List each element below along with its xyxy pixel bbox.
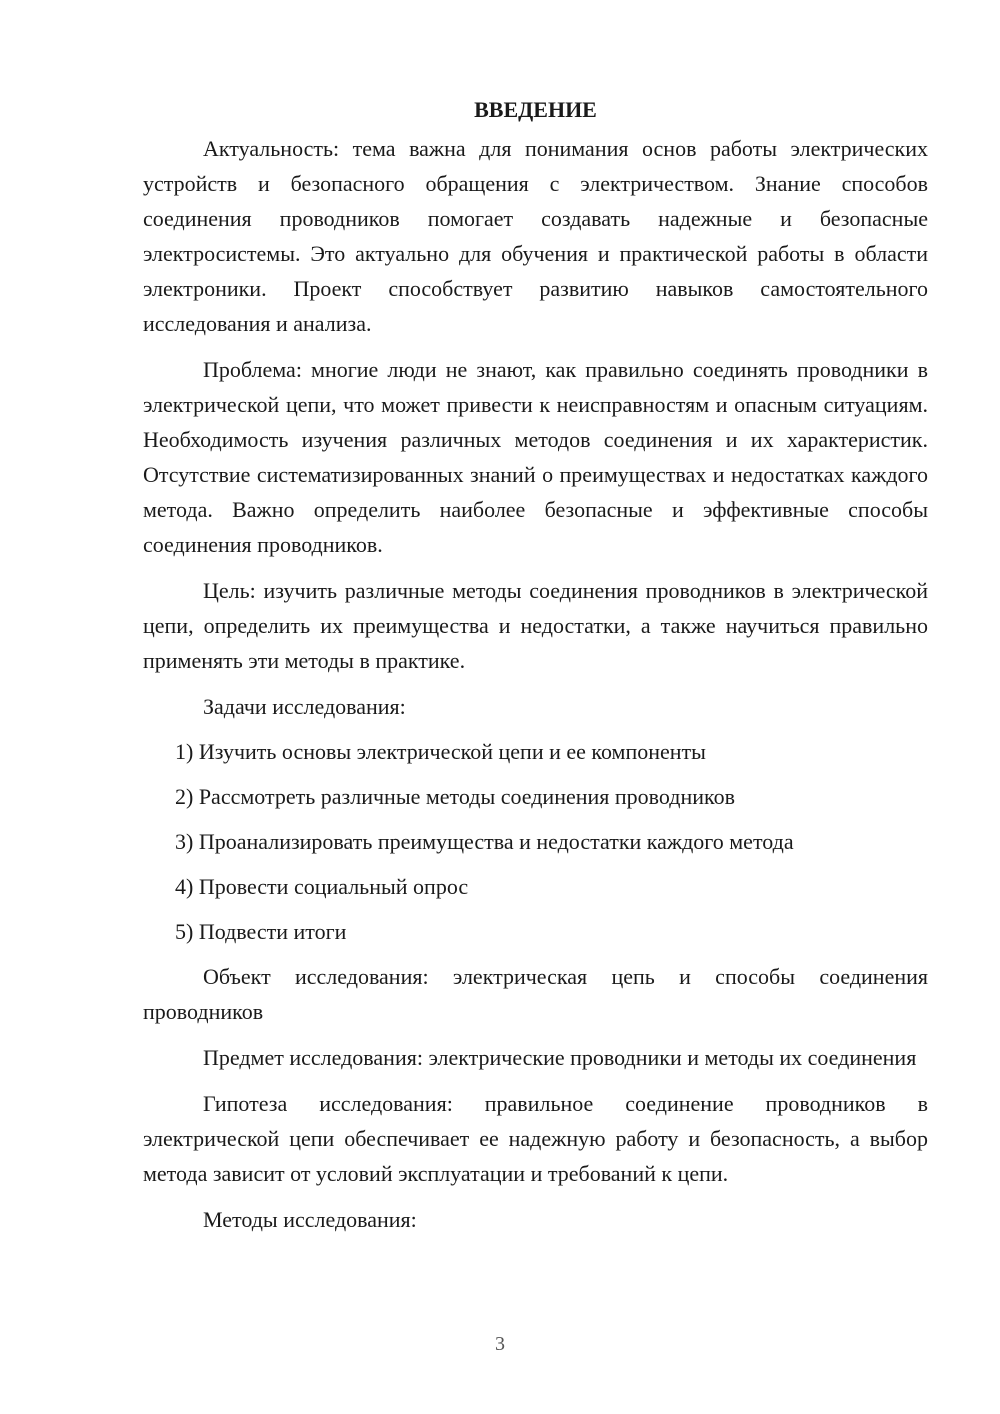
subject-paragraph: Предмет исследования: электрические проводники и методы их соединения (203, 1045, 917, 1070)
task-item: 4) Провести социальный опрос (175, 874, 469, 899)
tasks-heading: Задачи исследования: (203, 694, 406, 719)
document-page (143, 92, 928, 1247)
tasks-list (143, 734, 928, 949)
relevance-paragraph: Актуальность: тема важна для понимания основ работы электрических устройств и безопасного обращения с электричеством. Знание способов соединения проводников помогает создавать надежные и безопасные электросистемы. Это актуально для обучения и практической работы в области электроники. Проект способствует развитию навыков самостоятельного исследования и анализа. (143, 136, 928, 336)
task-item: 3) Проанализировать преимущества и недостатки каждого метода (175, 829, 794, 854)
task-item: 5) Подвести итоги (175, 919, 347, 944)
goal-paragraph: Цель: изучить различные методы соединения проводников в электрической цепи, определить их преимущества и недостатки, а также научиться правильно применять эти методы в практике. (143, 578, 928, 673)
task-item: 1) Изучить основы электрической цепи и ее компоненты (175, 739, 706, 764)
hypothesis-paragraph: Гипотеза исследования: правильное соединение проводников в электрической цепи обеспечивает ее надежную работу и безопасность, а выбор метода зависит от условий эксплуатации и требований к цепи. (143, 1091, 928, 1186)
object-paragraph: Объект исследования: электрическая цепь и способы соединения проводников (143, 964, 928, 1024)
problem-paragraph: Проблема: многие люди не знают, как правильно соединять проводники в электрической цепи, что может привести к неисправностям и опасным ситуациям. Необходимость изучения различных методов соединения и их характеристик. Отсутствие систематизированных знаний о преимуществах и недостатках каждого метода. Важно определить наиболее безопасные и эффективные способы соединения проводников. (143, 357, 928, 557)
page-number: 3 (495, 1333, 505, 1355)
task-item: 2) Рассмотреть различные методы соединения проводников (175, 784, 735, 809)
page-title: ВВЕДЕНИЕ (474, 97, 597, 122)
methods-heading: Методы исследования: (203, 1207, 417, 1232)
